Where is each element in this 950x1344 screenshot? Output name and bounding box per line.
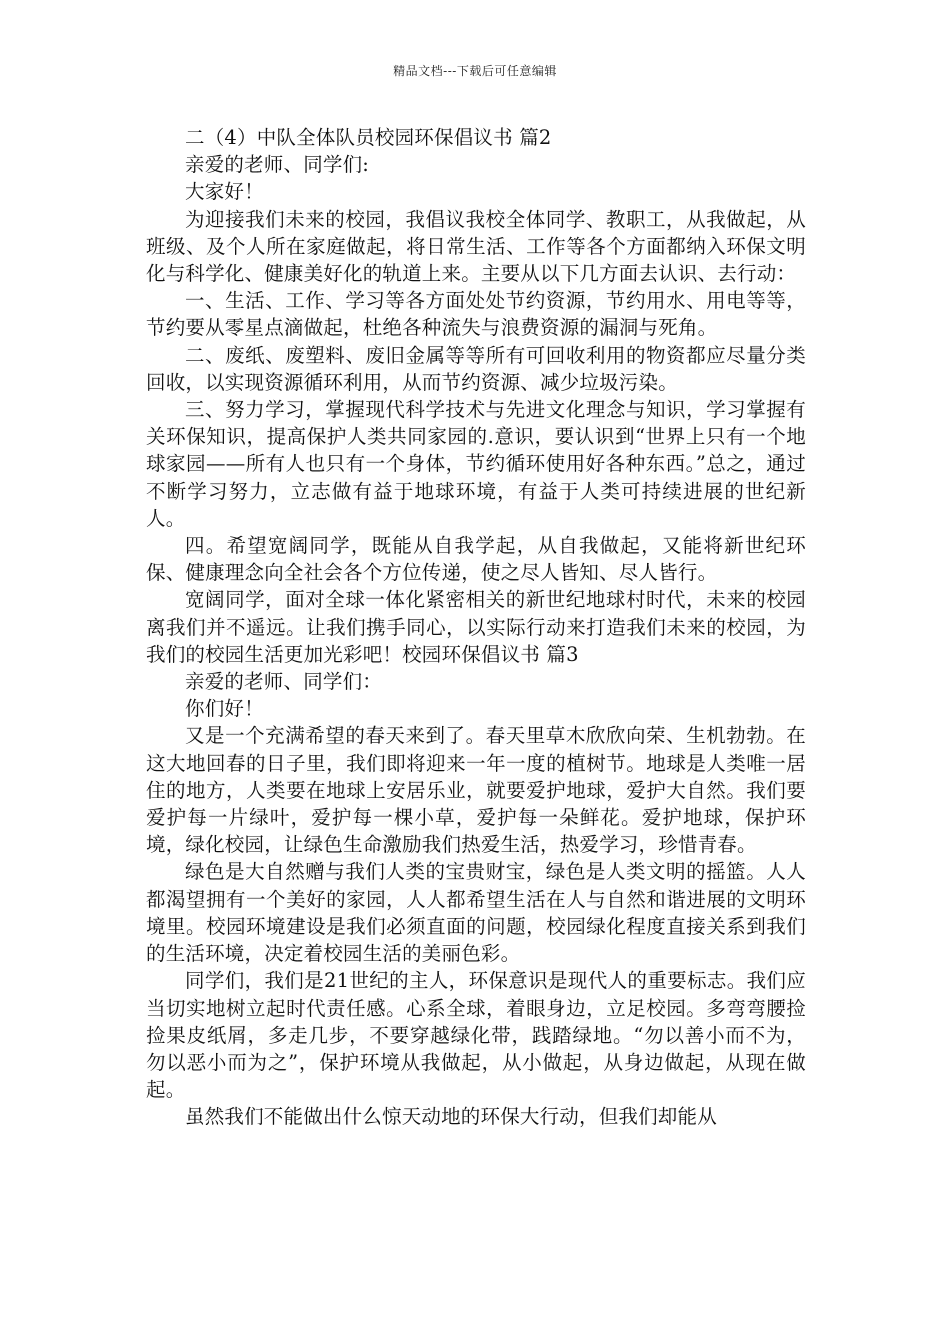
paragraph: 四。希望宽阔同学，既能从自我学起，从自我做起，又能将新世纪环保、健康理念向全社会各个方位传递，使之尽人皆知、尽人皆行。 [146, 534, 806, 585]
doc-title: 二（4）中队全体队员校园环保倡议书 篇2 [185, 126, 552, 149]
paragraph: 宽阔同学，面对全球一体化紧密相关的新世纪地球村时代，未来的校园离我们并不遥远。让我们携手同心，以实际行动来打造我们未来的校园，为我们的校园生活更加光彩吧！校园环保倡议书 篇3 [146, 588, 806, 666]
paragraph: 一、生活、工作、学习等各方面处处节约资源，节约用水、用电等等，节约要从零星点滴做起，杜绝各种流失与浪费资源的漏洞与死角。 [146, 289, 806, 340]
paragraph: 二、废纸、废塑料、废旧金属等等所有可回收利用的物资都应尽量分类回收，以实现资源循环利用，从而节约资源、减少垃圾污染。 [146, 343, 806, 394]
paragraph: 绿色是大自然赠与我们人类的宝贵财宝，绿色是人类文明的摇篮。人人都渴望拥有一个美好的家园，人人都希望生活在人与自然和谐进展的文明环境里。校园环境建设是我们必须直面的问题，校园绿化程度直接关系到我们的生活环境，决定着校园生活的美丽色彩。 [146, 860, 806, 966]
page-header: 精品文档---下载后可任意编辑 [393, 64, 557, 78]
paragraph: 虽然我们不能做出什么惊天动地的环保大行动，但我们却能从 [185, 1105, 717, 1129]
greeting: 大家好！ [185, 180, 264, 204]
document-body [146, 124, 806, 1131]
salutation: 亲爱的老师、同学们: [185, 153, 370, 177]
paragraph: 三、努力学习，掌握现代科学技术与先进文化理念与知识，学习掌握有关环保知识，提高保护人类共同家园的.意识，要认识到“世界上只有一个地球家园——所有人也只有一个身体，节约循环使用好各种东西。”总之，通过不断学习努力，立志做有益于地球环境，有益于人类可持续进展的世纪新人。 [146, 398, 806, 530]
greeting: 你们好！ [185, 697, 264, 721]
salutation: 亲爱的老师、同学们： [185, 670, 383, 694]
paragraph: 为迎接我们未来的校园，我倡议我校全体同学、教职工，从我做起，从班级、及个人所在家庭做起，将日常生活、工作等各个方面都纳入环保文明化与科学化、健康美好化的轨道上来。主要从以下几方面去认识、去行动： [146, 207, 806, 286]
paragraph: 又是一个充满希望的春天来到了。春天里草木欣欣向荣、生机勃勃。在这大地回春的日子里，我们即将迎来一年一度的植树节。地球是人类唯一居住的地方，人类要在地球上安居乐业，就要爱护地球，爱护大自然。我们要爱护每一片绿叶，爱护每一棵小草，爱护每一朵鲜花。爱护地球，保护环境，绿化校园，让绿色生命激励我们热爱生活，热爱学习，珍惜青春。 [146, 724, 806, 857]
paragraph: 同学们，我们是21世纪的主人，环保意识是现代人的重要标志。我们应当切实地树立起时代责任感。心系全球，着眼身边，立足校园。多弯弯腰捡捡果皮纸屑，多走几步，不要穿越绿化带，践踏绿地。“勿以善小而不为，勿以恶小而为之”，保护环境从我做起，从小做起，从身边做起，从现在做起。 [146, 969, 806, 1102]
